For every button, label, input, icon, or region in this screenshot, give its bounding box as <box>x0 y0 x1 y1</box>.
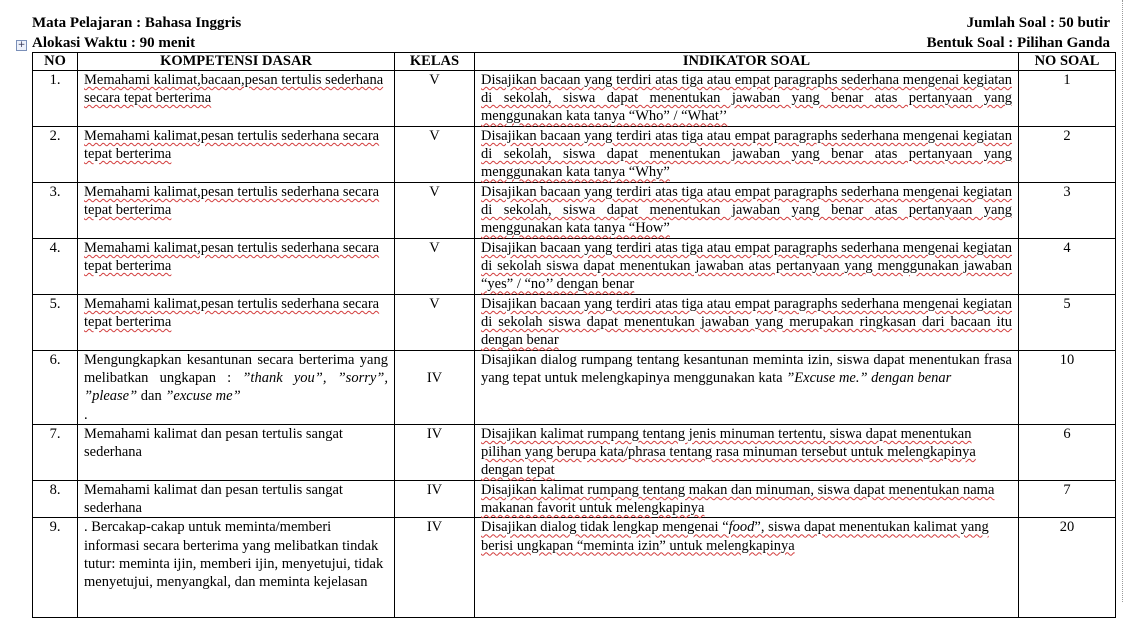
kompetensi-dot: . <box>84 406 88 423</box>
col-header-kompetensi: KOMPETENSI DASAR <box>78 53 395 71</box>
indikator-text: Disajikan dialog tidak lengkap mengenai “ <box>481 519 729 536</box>
indikator-text: Disajikan dialog rumpang tentang kesantunan meminta izin, siswa dapat menentukan frasa yang tepat untuk melengkapinya menggunakan kata <box>481 352 1012 387</box>
kompetensi-conjunction: dan <box>137 388 166 405</box>
col-header-no-soal: NO SOAL <box>1019 53 1116 71</box>
indikator-cell <box>475 71 1019 127</box>
no-soal-cell: 4 <box>1019 239 1116 295</box>
kelas-cell: IV <box>395 518 475 618</box>
row-number: 8. <box>33 481 78 518</box>
row-number: 2. <box>33 127 78 183</box>
table-row <box>33 295 1116 351</box>
kompetensi-text: Memahami kalimat,bacaan,pesan tertulis sederhana secara tepat berterima <box>84 72 384 107</box>
indikator-text-end: ”, siswa dapat menentukan kalimat yang berisi ungkapan “meminta izin” untuk melengkapinya <box>481 519 989 554</box>
kompetensi-cell: . Bercakap-cakap untuk meminta/memberi informasi secara berterima yang melibatkan tindak tutur: meminta ijin, memberi ijin, menyetujui, tidak menyetujui, menyangkal, dan meminta kejelasan <box>78 518 395 618</box>
header-row-1 <box>32 13 1112 33</box>
indikator-text: Disajikan bacaan yang terdiri atas tiga atau empat paragraphs sederhana mengenai kegiatan di sekolah, siswa dapat menentukan jawaban yang benar atas pertanyaan yang menggunakan kata tanya “Why” <box>481 128 1012 181</box>
table-row <box>33 183 1116 239</box>
row-number: 7. <box>33 425 78 481</box>
indikator-phrase: food <box>728 519 755 536</box>
table-row <box>33 239 1116 295</box>
kompetensi-cell <box>78 71 395 127</box>
kompetensi-text: Memahami kalimat,pesan tertulis sederhana secara tepat berterima <box>84 128 380 163</box>
no-soal-cell: 7 <box>1019 481 1116 518</box>
indikator-cell <box>475 239 1019 295</box>
kompetensi-cell <box>78 127 395 183</box>
question-type-label: Bentuk Soal : Pilihan Ganda <box>926 35 1110 51</box>
question-count-label: Jumlah Soal : 50 butir <box>966 15 1110 31</box>
row-number: 6. <box>33 351 78 425</box>
indikator-text: Disajikan bacaan yang terdiri atas tiga atau empat paragraphs sederhana mengenai kegiatan di sekolah siswa dapat menentukan jawaban yang merupakan ringkasan dari bacaan itu dengan benar <box>481 296 1012 349</box>
row-number: 1. <box>33 71 78 127</box>
kompetensi-cell <box>78 295 395 351</box>
document-header <box>32 13 1112 53</box>
indikator-cell <box>475 127 1019 183</box>
indikator-cell <box>475 295 1019 351</box>
table-move-handle-icon[interactable]: + <box>17 40 26 50</box>
kompetensi-text: Memahami kalimat,pesan tertulis sederhana secara tepat berterima <box>84 240 380 275</box>
indikator-text: Disajikan bacaan yang terdiri atas tiga atau empat paragraphs sederhana mengenai kegiatan di sekolah siswa dapat menentukan jawaban atas pertanyaan yang menggunakan jawaban “yes” / “no’’ dengan benar <box>481 240 1012 293</box>
no-soal-cell: 6 <box>1019 425 1116 481</box>
kelas-cell: V <box>395 127 475 183</box>
kompetensi-cell <box>78 183 395 239</box>
indikator-text: Disajikan kalimat rumpang tentang makan dan minuman, siswa dapat menentukan nama makanan favorit untuk melengkapinya <box>481 482 995 517</box>
indikator-cell <box>475 425 1019 481</box>
kelas-cell: V <box>395 183 475 239</box>
col-header-indikator: INDIKATOR SOAL <box>475 53 1019 71</box>
indikator-text: Disajikan bacaan yang terdiri atas tiga atau empat paragraphs sederhana mengenai kegiatan di sekolah, siswa dapat menentukan jawaban yang benar atas pertanyaan yang menggunakan kata tanya “Who” / “What’’ <box>481 72 1012 125</box>
table-row <box>33 425 1116 481</box>
header-row-2 <box>32 33 1112 53</box>
kompetensi-text: Mengungkapkan kesantunan secara berterima yang melibatkan ungkapan : <box>84 352 388 387</box>
table-row <box>33 71 1116 127</box>
subject-label: Mata Pelajaran : Bahasa Inggris <box>32 15 242 31</box>
kompetensi-phrase: ”thank you”, ”sorry”, ”please” <box>84 370 388 405</box>
kelas-cell: V <box>395 295 475 351</box>
kompetensi-cell <box>78 239 395 295</box>
kompetensi-cell: Memahami kalimat dan pesan tertulis sangat sederhana <box>78 481 395 518</box>
kompetensi-cell <box>78 351 395 425</box>
no-soal-cell: 3 <box>1019 183 1116 239</box>
col-header-no: NO <box>33 53 78 71</box>
indikator-cell <box>475 351 1019 425</box>
row-number: 3. <box>33 183 78 239</box>
indikator-text: Disajikan bacaan yang terdiri atas tiga atau empat paragraphs sederhana mengenai kegiatan di sekolah, siswa dapat menentukan jawaban yang benar atas pertanyaan yang menggunakan kata tanya “How” <box>481 184 1012 237</box>
kelas-cell: V <box>395 71 475 127</box>
indikator-cell <box>475 518 1019 618</box>
no-soal-cell: 1 <box>1019 71 1116 127</box>
table-header-row <box>33 53 1116 71</box>
indikator-text: Disajikan kalimat rumpang tentang jenis minuman tertentu, siswa dapat menentukan pilihan yang berupa kata/phrasa tentang rasa minuman tersebut untuk melengkapinya dengan tepat <box>481 426 976 479</box>
table-row <box>33 481 1116 518</box>
kompetensi-cell: Memahami kalimat dan pesan tertulis sangat sederhana <box>78 425 395 481</box>
indikator-phrase: ”Excuse me.” dengan benar <box>786 370 952 387</box>
col-header-kelas: KELAS <box>395 53 475 71</box>
page-margin-guide <box>1122 0 1124 602</box>
kelas-cell: IV <box>395 351 475 425</box>
no-soal-cell: 10 <box>1019 351 1116 425</box>
indikator-cell <box>475 183 1019 239</box>
no-soal-cell: 2 <box>1019 127 1116 183</box>
time-allocation-label: Alokasi Waktu : 90 menit <box>32 35 196 51</box>
kelas-cell: IV <box>395 425 475 481</box>
kelas-cell: IV <box>395 481 475 518</box>
no-soal-cell: 5 <box>1019 295 1116 351</box>
question-grid-table <box>32 52 1116 618</box>
kompetensi-phrase-last: ”excuse me” <box>165 388 241 405</box>
row-number: 5. <box>33 295 78 351</box>
table-row <box>33 351 1116 425</box>
indikator-cell <box>475 481 1019 518</box>
table-row <box>33 518 1116 618</box>
table-row <box>33 127 1116 183</box>
no-soal-cell: 20 <box>1019 518 1116 618</box>
kelas-cell: V <box>395 239 475 295</box>
row-number: 4. <box>33 239 78 295</box>
row-number: 9. <box>33 518 78 618</box>
kompetensi-text: Memahami kalimat,pesan tertulis sederhana secara tepat berterima <box>84 184 380 219</box>
kompetensi-text: Memahami kalimat,pesan tertulis sederhana secara tepat berterima <box>84 296 380 331</box>
